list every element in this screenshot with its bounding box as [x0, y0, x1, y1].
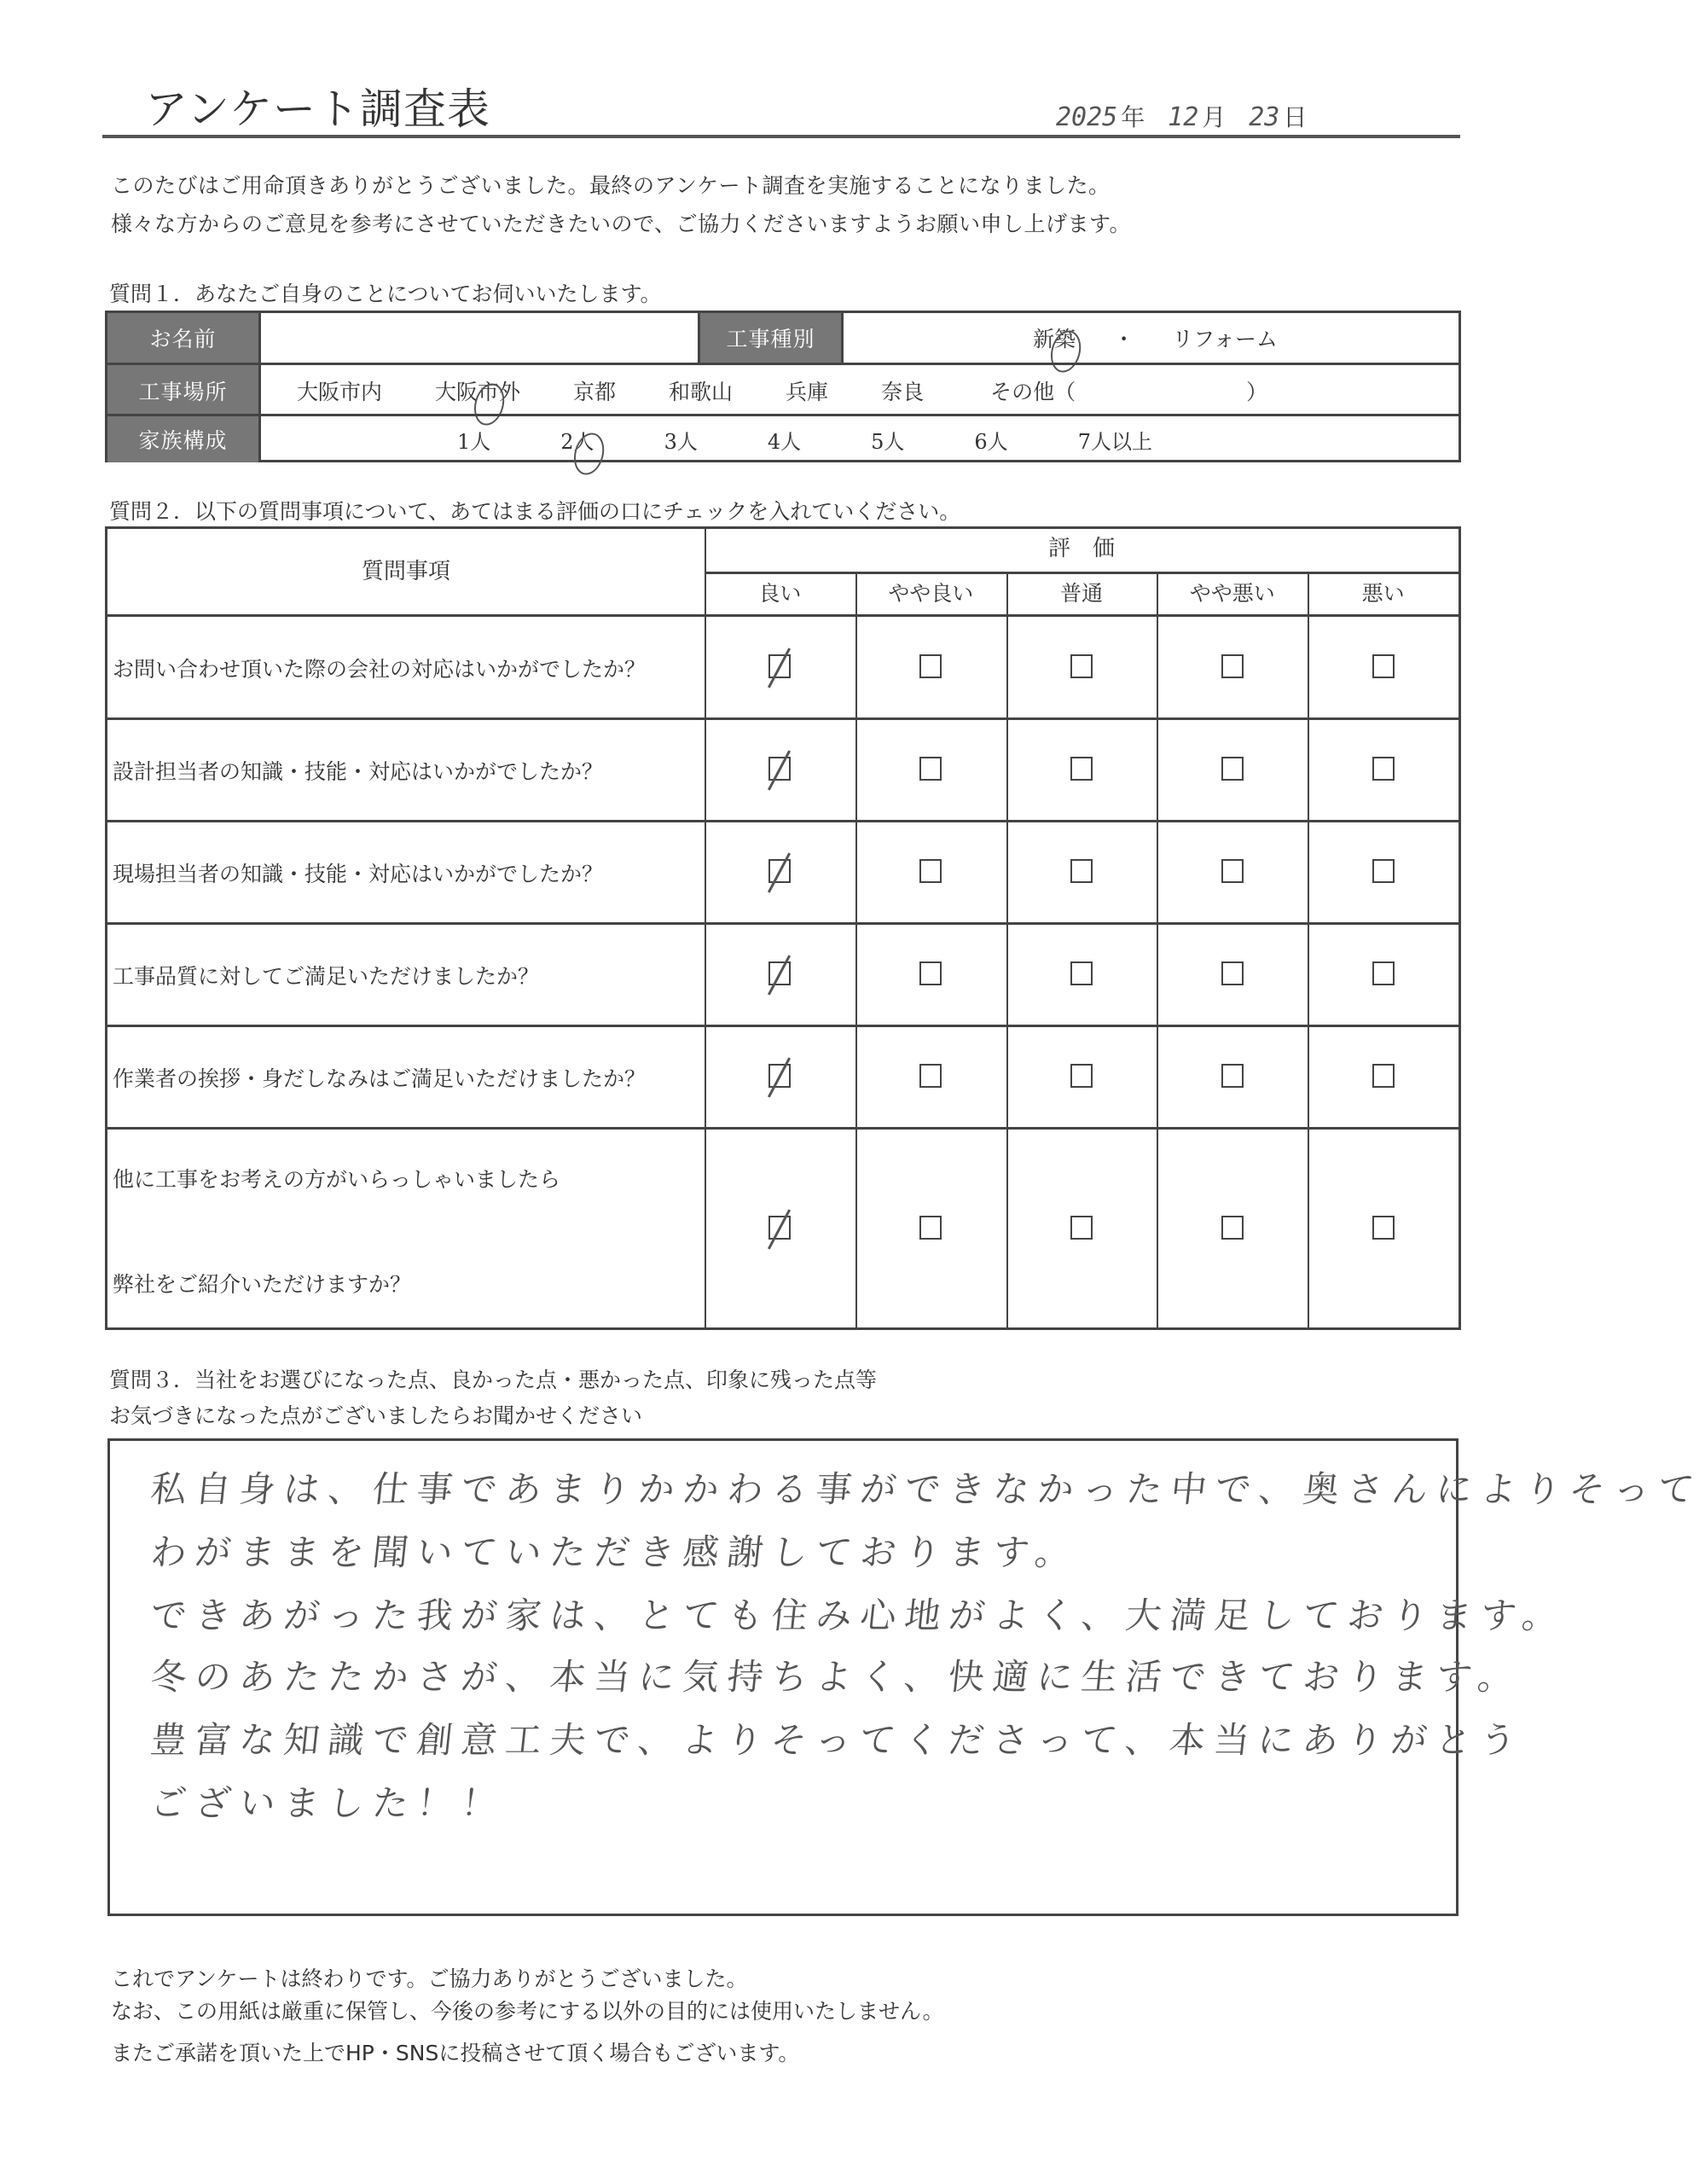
- row-divider: [107, 614, 1459, 617]
- checkbox-row-6-3[interactable]: [1070, 1216, 1093, 1240]
- name-input[interactable]: [261, 313, 700, 363]
- rating-header-5: 悪い: [1361, 581, 1405, 606]
- checkbox-row-5-3[interactable]: [1070, 1064, 1093, 1088]
- row-divider: [107, 1127, 1459, 1130]
- checkbox-row-2-2[interactable]: [919, 757, 942, 781]
- family-option-4[interactable]: 4人: [767, 429, 802, 454]
- location-label: 工事場所: [107, 365, 261, 416]
- checkbox-row-5-4[interactable]: [1221, 1064, 1244, 1088]
- row-divider: [107, 820, 1459, 822]
- checkbox-row-1-4[interactable]: [1221, 654, 1244, 678]
- rating-column-divider: [1006, 572, 1008, 1327]
- comment-line-5: 豊富な知識で創意工夫で、よりそってくださって、本当にありがとう: [148, 1719, 1527, 1761]
- family-option-6[interactable]: 6人: [974, 429, 1008, 454]
- checkbox-row-4-4[interactable]: [1221, 961, 1244, 985]
- location-options: [261, 375, 1320, 406]
- checkbox-row-6-5[interactable]: [1372, 1216, 1395, 1240]
- checkbox-row-3-5[interactable]: [1372, 859, 1395, 883]
- q2-rating-table: [105, 526, 1461, 1330]
- checkbox-row-4-3[interactable]: [1070, 961, 1093, 985]
- rating-column-divider: [1308, 572, 1309, 1327]
- form-title: アンケート調査表: [145, 84, 490, 134]
- family-option-7plus[interactable]: 7人以上: [1077, 429, 1152, 454]
- question-text-5: 作業者の挨拶・身だしなみはご満足いただけましたか？: [113, 1066, 647, 1091]
- comment-line-1: 私自身は、仕事であまりかかわる事ができなかった中で、奥さんによりそって: [148, 1468, 1705, 1510]
- row-divider: [107, 717, 1459, 720]
- family-option-2[interactable]: 2人: [560, 425, 594, 455]
- footer-line-2: なお、この用紙は厳重に保管し、今後の参考にする以外の目的には使用いたしません。: [111, 1999, 944, 2024]
- question-text-4: 工事品質に対してご満足いただけましたか？: [113, 964, 540, 989]
- comment-line-4: 冬のあたたかさが、本当に気持ちよく、快適に生活できております。: [148, 1656, 1525, 1698]
- checkbox-row-4-2[interactable]: [919, 961, 942, 985]
- family-options: [261, 425, 1222, 455]
- checkbox-row-6-2[interactable]: [919, 1216, 942, 1240]
- checkbox-row-1-5[interactable]: [1372, 654, 1395, 678]
- checkbox-row-3-4[interactable]: [1221, 859, 1244, 883]
- q1-row-location: [107, 363, 1459, 416]
- checkbox-row-4-5[interactable]: [1372, 961, 1395, 985]
- date-month: 12: [1168, 102, 1199, 132]
- location-other-close: ）: [1246, 380, 1268, 404]
- checkbox-row-1-2[interactable]: [919, 654, 942, 678]
- question-text-6: 他に工事をお考えの方がいらっしゃいましたら: [113, 1167, 561, 1192]
- date-day: 23: [1249, 102, 1280, 132]
- question-text-1: お問い合わせ頂いた際の会社の対応はいかがでしたか？: [113, 656, 647, 682]
- q1-label: 質問１．あなたご自身のことについてお伺いいたします。: [109, 282, 662, 306]
- rating-column-divider: [1157, 572, 1158, 1327]
- q1-table: [105, 311, 1461, 462]
- location-option-other[interactable]: その他（: [990, 380, 1076, 404]
- checkbox-row-2-5[interactable]: [1372, 757, 1395, 781]
- q1-row-family: [107, 414, 1459, 462]
- q3-label-line-2: お気づきになった点がございましたらお聞かせください: [109, 1403, 643, 1428]
- comment-line-3: できあがった我が家は、とても住み心地がよく、大満足しております。: [148, 1594, 1569, 1636]
- checkbox-row-5-2[interactable]: [919, 1064, 942, 1088]
- date-year-unit: 年: [1121, 103, 1145, 131]
- title-divider: [102, 135, 1460, 138]
- question-column-divider: [705, 529, 706, 1327]
- kind-options: [844, 322, 1459, 353]
- rating-header-4: やや悪い: [1189, 581, 1275, 606]
- kind-option-reform[interactable]: リフォーム: [1172, 327, 1278, 351]
- q2-label: 質問２．以下の質問事項について、あてはまる評価の口にチェックを入れていください。: [109, 499, 961, 524]
- footer-line-1: これでアンケートは終わりです。ご協力ありがとうございました。: [111, 1966, 748, 1991]
- date-year: 2025: [1056, 102, 1118, 132]
- family-label: 家族構成: [107, 416, 261, 462]
- intro-line-1: このたびはご用命頂きありがとうございました。最終のアンケート調査を実施することになりました。: [111, 173, 1111, 198]
- col-header-question: 質問事項: [361, 559, 450, 584]
- comment-line-6: ございました！！: [148, 1782, 508, 1824]
- row-divider: [107, 922, 1459, 925]
- checkbox-row-2-3[interactable]: [1070, 757, 1093, 781]
- rating-header-1: 良い: [758, 581, 802, 606]
- date-day-unit: 日: [1283, 103, 1308, 131]
- checkbox-row-1-3[interactable]: [1070, 654, 1093, 678]
- kind-option-new[interactable]: 新築: [1033, 322, 1076, 353]
- checkbox-row-5-5[interactable]: [1372, 1064, 1395, 1088]
- checkbox-row-3-3[interactable]: [1070, 859, 1093, 883]
- location-option-osaka-city[interactable]: 大阪市内: [297, 380, 383, 404]
- q1-row-name: [107, 313, 1459, 363]
- family-option-1[interactable]: 1人: [457, 429, 491, 454]
- comment-line-2: わがままを聞いていただき感謝しております。: [148, 1531, 1082, 1573]
- location-option-wakayama[interactable]: 和歌山: [669, 380, 734, 404]
- question-text-6-line-2: 弊社をご紹介いただけますか？: [113, 1272, 412, 1297]
- checkbox-row-3-2[interactable]: [919, 859, 942, 883]
- location-option-hyogo[interactable]: 兵庫: [786, 380, 829, 404]
- family-option-3[interactable]: 3人: [664, 429, 698, 454]
- rating-header-2: やや良い: [888, 581, 974, 606]
- location-option-osaka-outside[interactable]: 大阪市外: [435, 375, 520, 406]
- q3-comment-box[interactable]: [107, 1438, 1705, 1916]
- rating-header-3: 普通: [1059, 581, 1103, 606]
- intro-line-2: 様々な方からのご意見を参考にさせていただきたいので、ご協力くださいますようお願い申し上げます。: [111, 212, 1132, 236]
- kind-separator: ・: [1113, 327, 1135, 351]
- rating-header-divider: [705, 572, 1459, 574]
- date-field[interactable]: [1056, 99, 1322, 133]
- question-text-2: 設計担当者の知識・技能・対応はいかがでしたか？: [113, 759, 604, 784]
- family-option-5[interactable]: 5人: [871, 429, 905, 454]
- checkbox-row-6-4[interactable]: [1221, 1216, 1244, 1240]
- question-text-3: 現場担当者の知識・技能・対応はいかがでしたか？: [113, 862, 604, 886]
- rating-column-divider: [855, 572, 857, 1327]
- row-divider: [107, 1025, 1459, 1027]
- kind-label: 工事種別: [700, 313, 844, 363]
- location-option-nara[interactable]: 奈良: [881, 380, 925, 404]
- location-option-kyoto[interactable]: 京都: [573, 380, 617, 404]
- checkbox-row-2-4[interactable]: [1221, 757, 1244, 781]
- q3-label-line-1: 質問３．当社をお選びになった点、良かった点・悪かった点、印象に残った点等: [109, 1368, 878, 1392]
- date-month-unit: 月: [1202, 103, 1227, 131]
- col-header-rating: 評 価: [1047, 536, 1115, 561]
- name-label: お名前: [107, 313, 261, 363]
- footer-line-3: またご承諾を頂いた上でHP・SNSに投稿させて頂く場合もございます。: [111, 2041, 800, 2065]
